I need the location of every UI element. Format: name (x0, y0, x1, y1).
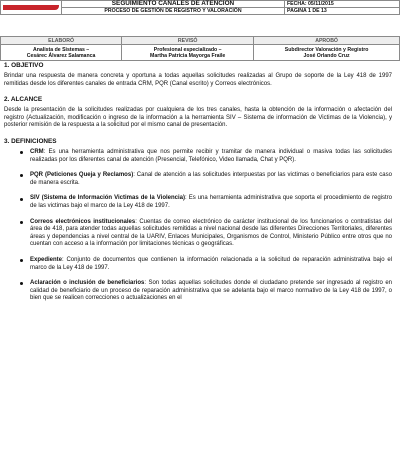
elaboro-name: Cesárec Álvarez Salamanca (26, 52, 96, 59)
reviso-cell (122, 45, 254, 61)
definition-item (4, 172, 392, 187)
section-text-alcance: Desde la presentación de la solicitudes realizadas por cualquiera de los tres canales, hasta la obtención de la información o afectación del registro (Actualización, modificación o ingreso de la información a la herramienta SIV – Sistema de información de Victimas de la Violencia), y posterior remisión de la respuesta a la solicitud por el mismo canal de presentación. (4, 107, 392, 129)
bullet-icon (20, 151, 23, 154)
bullet-icon (20, 259, 23, 262)
document-header (0, 0, 400, 15)
section-text-objetivo: Brindar una respuesta de manera concreta y oportuna a todas aquellas solicitudes realizadas al Grupo de soporte de la Ley 418 de 1997 remitidas desde los diferentes canales de entrada CRM, PQR (Canal escrito) y Correos electrónicos. (4, 73, 392, 87)
aprobo-name: José Orlando Cruz (303, 52, 350, 59)
document-date: FECHA: 05/11/2015 (285, 1, 400, 8)
page-number: PAGINA 1 DE 13 (285, 8, 400, 15)
definition-term: Expediente (30, 256, 63, 263)
section-heading-objetivo: 1. OBJETIVO (4, 62, 44, 69)
section-heading-definiciones: 3. DEFINICIONES (4, 137, 57, 145)
reviso-role: Profesional especializado – (153, 46, 222, 53)
definition-item (4, 149, 392, 164)
definition-text: : Son todas aquellas solicitudes donde el ciudadano pretende ser ingresado al registro en calidad de beneficiario de un proceso de reparación administrativa que se adelanta bajo el marco normativo de la Ley 418 de 1997, o bien que se realicen correcciones o actualizaciones en el (30, 280, 392, 302)
bullet-icon (20, 221, 23, 224)
definition-term: SIV (Sistema de Información Victimas de la Violencia) (30, 195, 185, 202)
document-title: SEGUIMIENTO CANALES DE ATENCIÓN (62, 1, 285, 8)
definition-term: PQR (Peticiones Queja y Reclamos) (30, 172, 134, 179)
institution-logo (3, 5, 59, 10)
elaboro-role: Analista de Sistemas – (32, 46, 90, 53)
definition-item (4, 280, 392, 303)
definition-text: : Es una herramienta administrativa que soporta el procedimiento de registro de las victimas bajo el marco de la Ley 418 de 1997. (30, 195, 392, 209)
definition-item (4, 195, 392, 210)
definition-item (4, 219, 392, 249)
definition-term: Correos electrónicos institucionales (30, 218, 136, 225)
definition-text: : Cuentas de correo electrónico de carácter institucional de los funcionarios o contratistas del área de 418, para atender todas aquellas solicitudes remitidas a nivel nacional desde las diferentes Direcciones Territoriales, diferentes áreas y dependencias a nivel central de la UARIV, Enlaces Municipales, Organismos de Control, Ministerio Público entre otros que no cuentan con acceso a la información por limitaciones técnicas o geográficas. (30, 218, 392, 248)
reviso-name: Martha Patricia Mayorga Fraile (150, 52, 226, 59)
definition-term: Aclaración o inclusión de beneficiarios (30, 280, 145, 287)
document-body (4, 62, 392, 311)
definition-item (4, 257, 392, 272)
section-heading-alcance: 2. ALCANCE (4, 96, 43, 104)
aprobo-cell (254, 45, 400, 61)
process-name: PROCESO DE GESTIÓN DE REGISTRO Y VALORACIÓN (62, 8, 285, 15)
bullet-icon (20, 282, 23, 285)
reviso-header: REVISÓ (122, 37, 254, 45)
definition-text: : Conjunto de documentos que contienen la información relacionada a la solicitud de reparación administrativa bajo el marco de la Ley 418 de 1997. (30, 256, 392, 271)
elaboro-cell (1, 45, 122, 61)
bullet-icon (20, 174, 23, 177)
aprobo-header: APROBÓ (254, 37, 400, 45)
definitions-list (4, 149, 392, 303)
logo-cell (1, 1, 62, 15)
definition-text: : Es una herramienta administrativa que nos permite recibir y tramitar de manera individual o masiva todas las solicitudes realizadas por los diferentes canal de atención (Presencial, Telefónico, Video llamada, Chat y PQR). (30, 148, 392, 163)
approval-table (0, 36, 400, 61)
aprobo-role: Subdirector Valoración y Registro (284, 46, 369, 53)
definition-text: : Canal de atención a las solicitudes interpuestas por las victimas o beneficiarios para este caso de manera escrita. (30, 172, 392, 186)
bullet-icon (20, 198, 23, 201)
definition-term: CRM (30, 148, 44, 155)
elaboro-header: ELABORÓ (1, 37, 122, 45)
